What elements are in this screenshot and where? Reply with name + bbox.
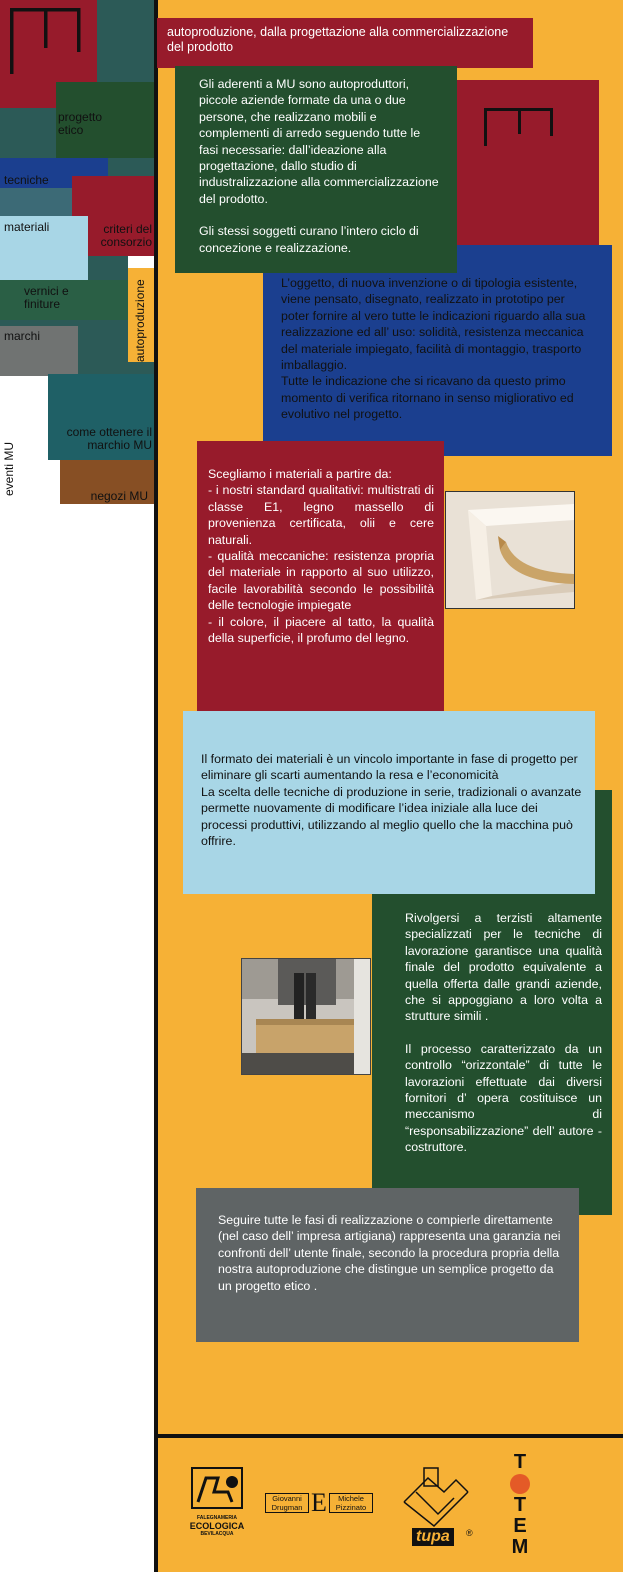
logo3-mark: ® bbox=[466, 1528, 473, 1538]
materiali-title: Scegliamo i materiali a partire da: bbox=[208, 467, 392, 481]
totem-circle-icon bbox=[510, 1474, 530, 1494]
logo2-left bbox=[265, 1493, 309, 1513]
formato-panel bbox=[183, 711, 595, 894]
tile-teal-6 bbox=[128, 362, 154, 374]
logo1-line2: ECOLOGICA bbox=[189, 1521, 245, 1531]
footer-divider bbox=[157, 1434, 623, 1438]
logo2-right-b: Pizzinato bbox=[335, 1503, 367, 1512]
intro-paragraph-2: Gli stessi soggetti curano l’intero ciclo di concezione e realizzazione. bbox=[199, 224, 419, 255]
sidebar-item-negozi[interactable]: negozi MU bbox=[90, 489, 148, 503]
materiali-item-2: - qualità meccaniche: resistenza propria del materiale in rapporto al suo utilizzo, facile lavorabilità secondo le possibilità delle tecnologie impiegate bbox=[208, 549, 434, 613]
mu-logo-icon bbox=[454, 80, 599, 250]
page-title: autoproduzione, dalla progettazione alla commercializzazione del prodotto bbox=[157, 18, 533, 68]
vertical-divider bbox=[154, 0, 158, 1572]
sidebar-item-vernici-finiture[interactable]: vernici e finiture bbox=[24, 284, 69, 311]
sidebar-item-criteri-consorzio[interactable]: criteri del consorzio bbox=[100, 222, 152, 249]
logo1-line3: BEVILACQUA bbox=[200, 1531, 234, 1537]
sidebar-item-tecniche[interactable]: tecniche bbox=[4, 173, 49, 187]
totem-logo[interactable] bbox=[507, 1451, 533, 1558]
tile-teal-5 bbox=[78, 326, 128, 374]
totem-letter-e: E bbox=[513, 1515, 527, 1537]
logo2-right-a: Michele bbox=[338, 1494, 364, 1503]
logo2-mid: E bbox=[311, 1488, 327, 1517]
cnc-machine-image bbox=[242, 959, 370, 1074]
tile-teal bbox=[0, 108, 56, 158]
intro-panel bbox=[175, 66, 457, 273]
oggetto-paragraph-2: Tutte le indicazione che si ricavano da questo primo momento di verifica ritornano in senso migliorativo ed evolutivo nel progetto. bbox=[281, 374, 574, 422]
totem-letter-m: M bbox=[511, 1536, 529, 1558]
formato-line-3: permette nuovamente di modificare l’idea iniziale alla luce dei processi produttivi, utilizzando al meglio quello che la macchina può offrire. bbox=[201, 801, 573, 849]
formato-line-2: La scelta delle tecniche di produzione in serie, tradizionali o avanzate bbox=[201, 784, 582, 799]
chair-logo-icon bbox=[188, 1466, 246, 1510]
wood-photo-image bbox=[445, 491, 575, 609]
logo2-left-b: Drugman bbox=[271, 1503, 303, 1512]
logo3-text: tupa bbox=[412, 1528, 454, 1546]
machine-photo-image bbox=[241, 958, 371, 1075]
logo1-line1: FALEGNAMERIA bbox=[197, 1515, 237, 1521]
tile-teal-top bbox=[97, 0, 154, 82]
tile-dark-cyan bbox=[0, 188, 72, 216]
totem-letter-t2: T bbox=[513, 1494, 527, 1516]
sidebar-item-progetto-etico[interactable]: progetto etico bbox=[58, 110, 103, 137]
totem-letter-t1: T bbox=[513, 1451, 527, 1473]
tile-teal-2 bbox=[108, 158, 154, 176]
drugman-pizzinato-logo[interactable] bbox=[265, 1488, 375, 1518]
tupa-logo[interactable] bbox=[394, 1462, 478, 1554]
terzisti-paragraph-1: Rivolgersi a terzisti altamente specializzati per le tecniche di lavorazione garantisce una qualità finale del prodotto equivalente a quella offerta dalle grandi aziende, che si appoggiano a loro volta a strutture simili . bbox=[405, 911, 602, 1024]
sidebar-item-autoproduzione[interactable]: autoproduzione bbox=[133, 279, 147, 362]
sidebar-item-materiali[interactable]: materiali bbox=[4, 220, 50, 234]
sidebar-item-marchi[interactable]: marchi bbox=[4, 329, 41, 343]
oggetto-paragraph: L’oggetto, di nuova invenzione o di tipologia esistente, viene pensato, disegnato, realizzato in prototipo per poter fornire al vero tutte le indicazioni riguardo alla sua realizzazione ed all’ uso: solidità, resistenza meccanica del materiale impiegato, facilità di montaggio, trasporto imballaggio. bbox=[281, 276, 586, 373]
tile-teal-3 bbox=[88, 256, 128, 280]
fasi-paragraph: Seguire tutte le fasi di realizzazione o compierle direttamente (nel caso dell’ impresa artigiana) rappresenta una garanzia nei confronti dell’ utente finale, secondo la procedura propria della nostra autoproduzione che distingue un semplice progetto da un progetto etico . bbox=[218, 1213, 561, 1293]
materiali-item-1: - i nostri standard qualitativi: multistrati di classe E1, legno massello di provenienza certificata, olii e cere naturali. bbox=[208, 483, 434, 547]
logo2-left-a: Giovanni bbox=[272, 1494, 302, 1503]
materiali-item-3: - il colore, il piacere al tatto, la qualità della superficie, il profumo del legno. bbox=[208, 614, 434, 646]
intro-paragraph-1: Gli aderenti a MU sono autoproduttori, piccole aziende formate da una o due persone, che realizzano mobili e complementi di arredo seguendo tutte le fasi necessarie: dall’ideazione alla progettazione, dallo studio di industralizzazione alla commercializzazione del prodotto. bbox=[199, 77, 439, 206]
falegnameria-ecologica-logo[interactable] bbox=[188, 1466, 246, 1540]
wood-bracket-image bbox=[446, 492, 574, 608]
formato-line-1: Il formato dei materiali è un vincolo importante in fase di progetto per eliminare gli scarti aumentando la resa e l’economicità bbox=[201, 752, 578, 783]
mu-logo-box bbox=[454, 80, 599, 250]
sidebar-item-eventi[interactable]: eventi MU bbox=[2, 441, 16, 496]
oggetto-panel bbox=[263, 245, 612, 456]
materiali-panel bbox=[197, 441, 444, 718]
fasi-panel bbox=[196, 1188, 579, 1342]
logo2-right bbox=[329, 1493, 373, 1513]
sidebar-item-come-ottenere[interactable]: come ottenere il marchio MU bbox=[66, 425, 152, 452]
tupa-house-icon bbox=[394, 1462, 478, 1532]
terzisti-paragraph-2: Il processo caratterizzato da un controllo “orizzontale” di tutte le lavorazioni effettuate dai diversi fornitori d’ opera costituisce un meccanismo di “responsabilizzazione” dell’ autore - costruttore. bbox=[405, 1041, 602, 1155]
